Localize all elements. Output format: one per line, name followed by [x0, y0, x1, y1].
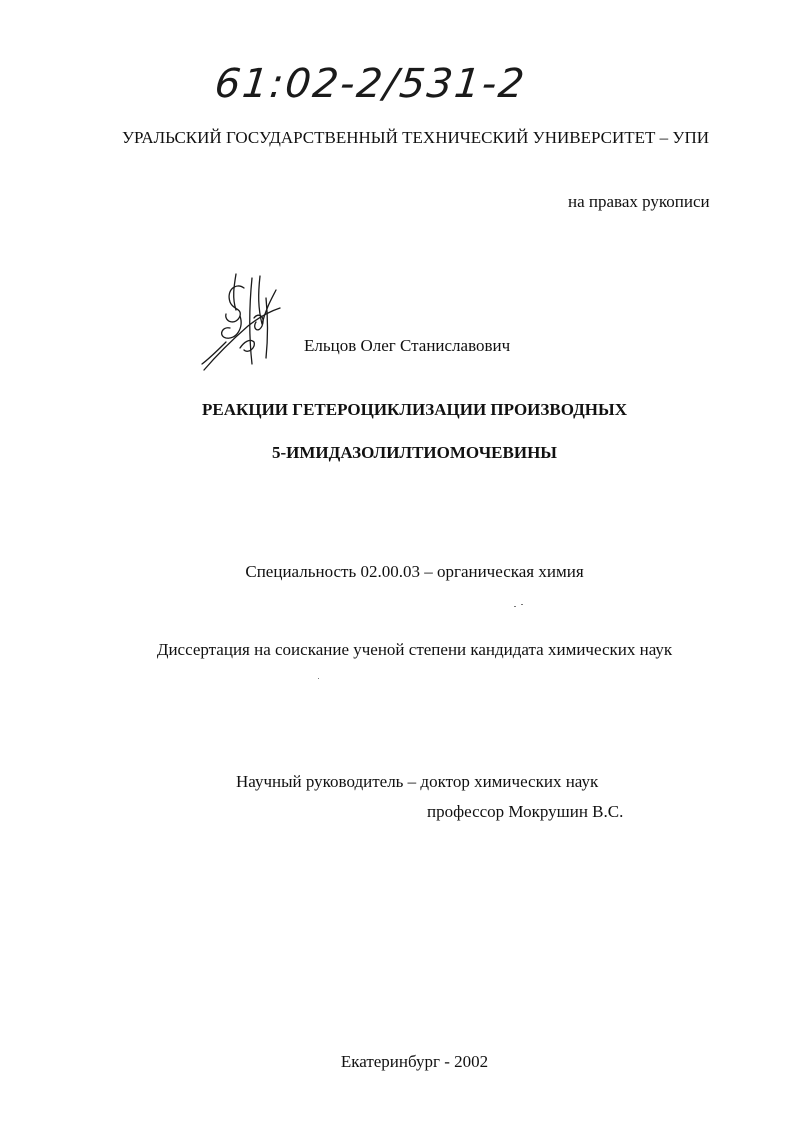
city-and-year: Екатеринбург - 2002 [340, 1052, 489, 1071]
scan-speck [521, 604, 523, 605]
author-name: Ельцов Олег Станиславович [304, 336, 511, 355]
specialty: Специальность 02.00.03 – органическая химия [245, 562, 584, 581]
manuscript-rights-note: на правах рукописи [568, 192, 710, 211]
advisor-line-1: Научный руководитель – доктор химических наук [236, 772, 599, 791]
dissertation-statement: Диссертация на соискание ученой степени кандидата химических наук [156, 640, 673, 659]
author-signature-icon [196, 268, 288, 376]
thesis-title-line-2: 5-ИМИДАЗОЛИЛТИОМОЧЕВИНЫ [271, 443, 558, 462]
advisor-line-2: профессор Мокрушин В.С. [427, 802, 624, 821]
scan-speck [318, 678, 319, 679]
scan-speck [514, 606, 516, 607]
handwritten-catalog-number: 61:02-2/531-2 [212, 61, 529, 107]
university-name: УРАЛЬСКИЙ ГОСУДАРСТВЕННЫЙ ТЕХНИЧЕСКИЙ УНИВЕРСИТЕТ – УПИ [122, 128, 709, 147]
thesis-title-line-1: РЕАКЦИИ ГЕТЕРОЦИКЛИЗАЦИИ ПРОИЗВОДНЫХ [202, 400, 627, 419]
